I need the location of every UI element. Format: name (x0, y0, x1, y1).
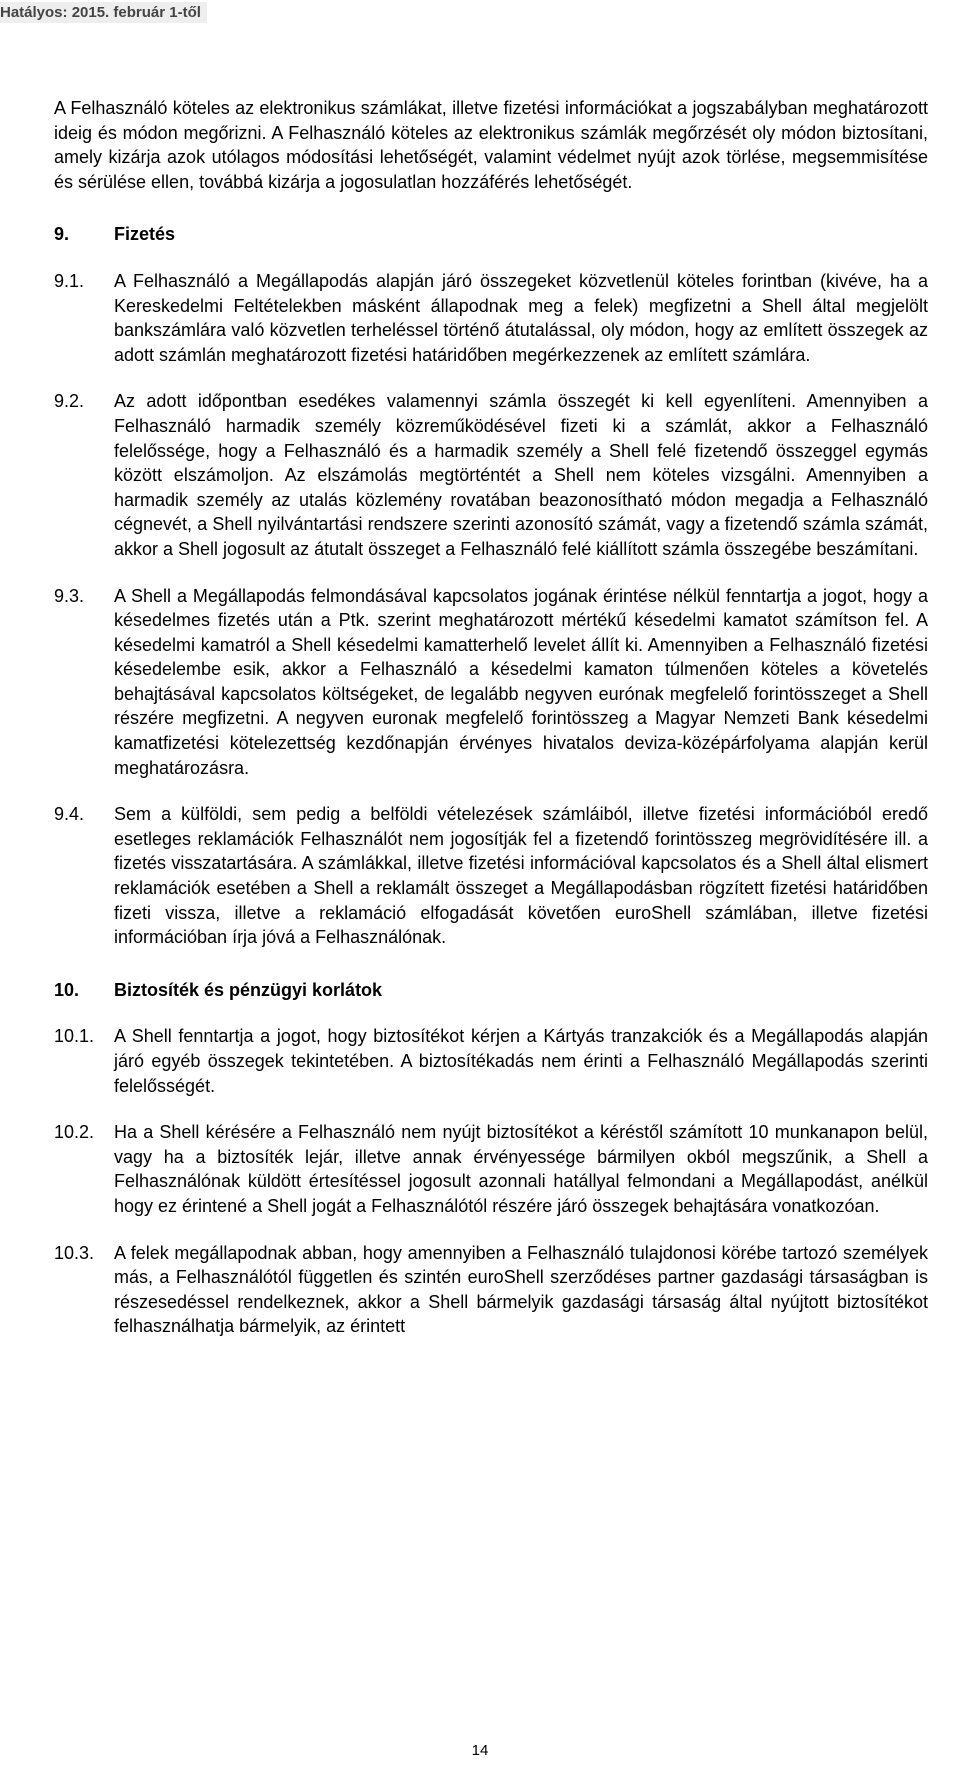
clause-number: 10.3. (54, 1242, 95, 1263)
clause-text: Sem a külföldi, sem pedig a belföldi vételezések számláiból, illetve fizetési információból eredő esetleges reklamációk Felhasználót nem jogosítják fel a fizetendő forintösszeg megrövidítésére ill. a fizetés visszatartására. A számlákkal, illetve fizetési információval kapcsolatos és a Shell által elismert reklamációk esetében a Shell a reklamált összeget a Megállapodásban rögzített fizetési határidőben fizeti vissza, illetve a reklamáció elfogadását követően euroShell számlában, illetve fizetési információban írja jóvá a Felhasználónak. (114, 804, 928, 948)
intro-paragraph: A Felhasználó köteles az elektronikus számlákat, illetve fizetési információkat a jogszabályban meghatározott ideig és módon megőrizni. A Felhasználó köteles az elektronikus számlák megőrzését oly módon biztosítani, amely kizárja azok utólagos módosítási lehetőségét, valamint védelmet nyújt azok törlése, megsemmisítése és sérülése ellen, továbbá kizárja a jogosulatlan hozzáférés lehetőségét. (54, 98, 928, 192)
section-number: 9. (54, 224, 70, 245)
clause-number: 9.3. (54, 585, 85, 606)
clause-text: Ha a Shell kérésére a Felhasználó nem nyújt biztosítékot a kéréstől számított 10 munkanapon belül, vagy ha a biztosíték lejár, illetve annak érvényessége bármilyen okból megszűnik, a Shell a Felhasználónak küldött értesítéssel jogosult azonnali hatállyal felmondani a Megállapodást, anélkül hogy ez érintené a Shell jogát a Felhasználótól részére járó összegek behajtására vonatkozóan. (114, 1122, 928, 1216)
effective-date-header: Hatályos: 2015. február 1-től (0, 2, 207, 23)
clause-10-2 (54, 1120, 928, 1218)
clause-10-1 (54, 1024, 928, 1098)
clause-10-3 (54, 1241, 928, 1339)
page-number: 14 (471, 1742, 489, 1759)
clause-text: A Shell fenntartja a jogot, hogy biztosítékot kérjen a Kártyás tranzakciók és a Megállapodás alapján járó egyéb összegek tekintetében. A biztosítékadás nem érinti a Felhasználó Megállapodás szerinti felelősségét. (114, 1026, 928, 1096)
section-title: Biztosíték és pénzügyi korlátok (114, 979, 383, 1000)
clause-9-1 (54, 269, 928, 367)
clause-text: Az adott időpontban esedékes valamennyi számla összegét ki kell egyenlíteni. Amennyiben a Felhasználó harmadik személy közreműködésével fizeti ki a számlát, akkor a Felhasználó felelőssége, hogy a Felhasználó és a harmadik személy a Shell felé fizetendő összeggel egymás között elszámoljon. Az elszámolás megtörténtét a Shell nem köteles vizsgálni. Amennyiben a harmadik személy az utalás közlemény rovatában beazonosítható módon megadja a Felhasználó cégnevét, a Shell nyilvántartási rendszere szerinti azonosító számát, vagy a fizetendő számla számát, akkor a Shell jogosult az átutalt összeget a Felhasználó felé kiállított számla összegébe beszámítani. (114, 391, 928, 559)
clause-9-4 (54, 802, 928, 950)
clause-number: 9.2. (54, 391, 85, 412)
clause-text: A Felhasználó a Megállapodás alapján járó összegeket közvetlenül köteles forintban (kivéve, ha a Kereskedelmi Feltételekben másként állapodnak meg a felek) megfizetni a Shell által megjelölt bankszámlára való közvetlen terheléssel történő átutalással, oly módon, hogy az említett összegek az adott számlán meghatározott fizetési határidőben megérkezzenek az említett számlára. (114, 270, 928, 365)
clause-number: 10.1. (54, 1026, 95, 1047)
clause-9-2 (54, 389, 928, 561)
clause-number: 10.2. (54, 1122, 95, 1143)
section-number: 10. (54, 979, 80, 1000)
clause-text: A Shell a Megállapodás felmondásával kapcsolatos jogának érintése nélkül fenntartja a jogot, hogy a késedelmes fizetés után a Ptk. szerint meghatározott mértékű késedelmi kamatot számítson fel. A késedelmi kamatról a Shell késedelmi kamatterhelő levelet állít ki. Amennyiben a Felhasználó fizetési késedelembe esik, akkor a Felhasználó a késedelmi kamaton túlmenően köteles a követelés behajtásával kapcsolatos költségeket, de legalább negyven eurónak megfelelő forintösszeget a Shell részére megfizetni. A negyven euronak megfelelő forintösszeg a Magyar Nemzeti Bank késedelmi kamatfizetési kötelezettség kezdőnapján érvényes hivatalos deviza-középárfolyama alapján kerül meghatározásra. (114, 585, 928, 778)
clause-number: 9.4. (54, 804, 85, 825)
section-title: Fizetés (114, 224, 176, 245)
clause-text: A felek megállapodnak abban, hogy amennyiben a Felhasználó tulajdonosi körébe tartozó személyek más, a Felhasználótól független és szintén euroShell szerződéses partner gazdasági társaságban is részesedéssel rendelkeznek, akkor a Shell bármelyik gazdasági társaság által nyújtott biztosítékot felhasználhatja bármelyik, az érintett (114, 1242, 928, 1337)
clause-number: 9.1. (54, 270, 85, 291)
document-body (54, 96, 928, 1361)
section-heading-biztositek (54, 978, 928, 1003)
clause-9-3 (54, 584, 928, 781)
section-heading-fizetes (54, 222, 928, 247)
